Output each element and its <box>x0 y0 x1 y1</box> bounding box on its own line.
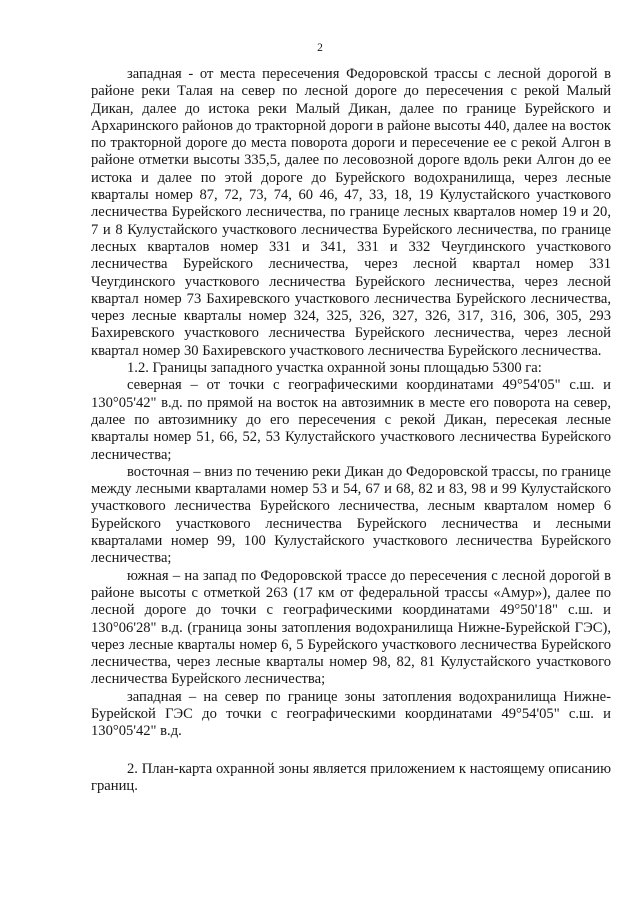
document-body <box>91 66 611 795</box>
paragraph-western-boundary: западная – на север по границе зоны затопления водохранилища Нижне-Бурейской ГЭС до точки с географическими координатами 49°54'05" с.ш. и 130°05'42" в.д. <box>91 688 611 740</box>
paragraph-western-section-heading: 1.2. Границы западного участка охранной зоны площадью 5300 га: <box>127 360 542 377</box>
paragraph-southern-boundary: южная – на запад по Федоровской трассе до пересечения с лесной дорогой в районе высоты с отметкой 263 (17 км от федеральной трассы «Амур»), далее по лесной дороге до точки с географическими координатами 49°50'18" с.ш. и 130°06'28" в.д. (граница зоны затопления водохранилища Нижне-Бурейской ГЭС), через лесные кварталы номер 6, 5 Бурейского участкового лесничества Бурейского лесничества, через лесные кварталы номер 98, 82, 81 Кулустайского участкового лесничества Бурейского лесничества; <box>91 567 611 688</box>
paragraph-plan-map-note: 2. План-карта охранной зоны является приложением к настоящему описанию границ. <box>91 760 611 794</box>
paragraph-western-boundary-east-section: западная - от места пересечения Федоровской трассы с лесной дорогой в районе реки Талая на север по лесной дороге до пересечения с рекой Малый Дикан, далее до истока реки Малый Дикан, далее по границе Бурейского и Архаринского районов до тракторной дороги в районе высоты 440, далее на восток по тракторной дороге до места поворота дороги и пересечение ее с рекой Алгон в районе отметки высоты 335,5, далее по лесовозной дороге вдоль реки Алгон до ее истока и далее по этой дороге до Бурейского водохранилища, через лесные кварталы номер 87, 72, 73, 74, 60 46, 47, 33, 18, 19 Кулустайского участкового лесничества Бурейского лесничества, по границе лесных кварталов номер 19 и 20, 7 и 8 Кулустайского участкового лесничества Бурейского лесничества, по границе лесных кварталов номер 331 и 341, 331 и 332 Чеугдинского участкового лесничества Бурейского лесничества, через лесной квартал номер 331 Чеугдинского участкового лесничества Бурейского лесничества, через лесной квартал номер 73 Бахиревского участкового лесничества Бурейского лесничества, через лесные кварталы номер 324, 325, 326, 327, 326, 317, 316, 306, 305, 293 Бахиревского участкового лесничества Бурейского лесничества, через лесной квартал номер 30 Бахиревского участкового лесничества Бурейского лесничества. <box>91 66 611 359</box>
paragraph-eastern-boundary: восточная – вниз по течению реки Дикан до Федоровской трассы, по границе между лесными кварталами номер 53 и 54, 67 и 68, 82 и 83, 98 и 99 Кулустайского участкового лесничества Бурейского лесничества, лесным кварталом номер 6 Бурейского участкового лесничества Бурейского лесничества и лесными кварталами номер 99, 100 Кулустайского участкового лесничества Бурейского лесничества; <box>91 463 611 567</box>
page-number: 2 <box>317 42 323 54</box>
paragraph-northern-boundary: северная – от точки с географическими координатами 49°54'05" с.ш. и 130°05'42" в.д. по прямой на восток на автозимник в месте его поворота на север, далее по автозимнику до его пересечения с рекой Дикан, пересекая лесные кварталы номер 51, 66, 52, 53 Кулустайского участкового лесничества Бурейского лесничества; <box>91 377 611 463</box>
